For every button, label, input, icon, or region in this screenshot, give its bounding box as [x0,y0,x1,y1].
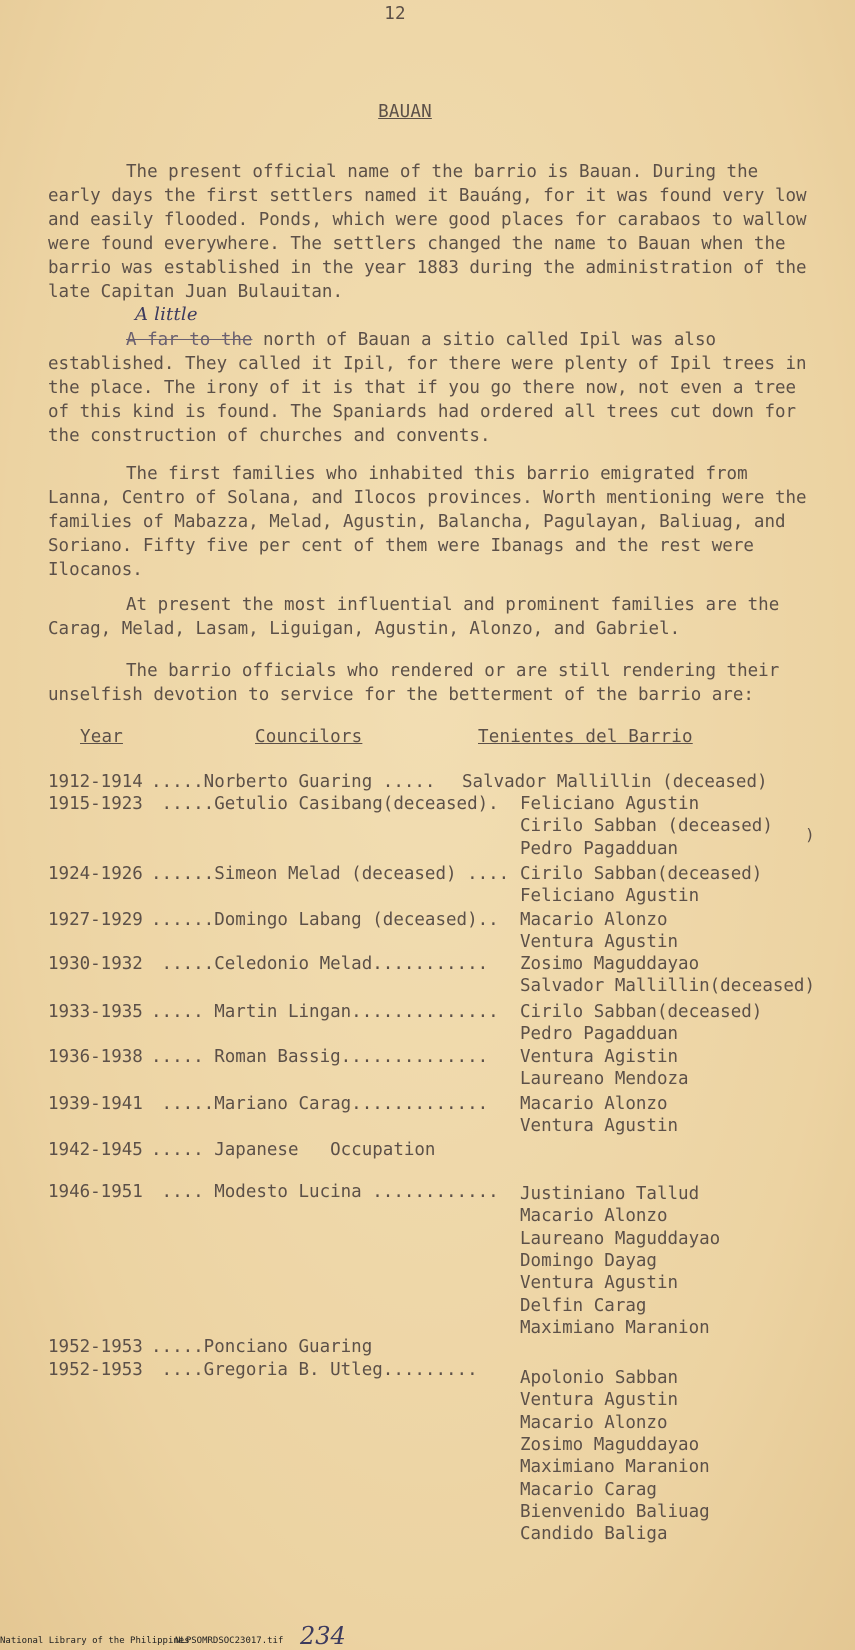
table-teniente: Macario Alonzo [520,1094,668,1114]
paragraph-3: The first families who inhabited this barrio emigrated from Lanna, Centro of Solana, and Ilocos provinces. Worth mentioning were the families of Mabazza, Melad, Agustin, Balancha, Pagulayan, Baliuag, and Soriano. Fifty five per cent of them were Ibanags and the rest were Ilocanos. [48,464,807,580]
table-year: 1915-1923 [48,794,143,814]
table-teniente: Zosimo Maguddayao [520,954,700,974]
table-councilor: ......Domingo Labang (deceased).. [151,910,499,930]
handwritten-mark: ) [805,825,815,844]
struck-text: A far to the [126,330,253,350]
table-councilor: ......Simeon Melad (deceased) .... [151,864,510,884]
header-tenientes: Tenientes del Barrio [478,727,693,747]
table-teniente: Justiniano Tallud [520,1184,700,1204]
table-teniente: Feliciano Agustin [520,886,700,907]
table-teniente: Ventura Agustin [520,1390,679,1411]
table-teniente: Cirilo Sabban(deceased) [520,1002,763,1022]
table-year: 1933-1935 [48,1002,143,1022]
handwritten-insert: A little [135,304,198,325]
table-teniente: Ventura Agustin [520,1116,679,1137]
table-councilor: .....Getulio Casibang(deceased). [151,794,499,814]
table-teniente: Salvador Mallillin(deceased) [520,976,816,997]
paragraph-2-text: north of Bauan a sitio called Ipil was also established. They called it Ipil, for there were plenty of Ipil trees in the place. The irony of it is that if you go there now, not even a tree of this kind is found. The Spaniards had ordered all trees cut down for the construction of churches and convents. [48,330,807,446]
table-councilor: .....Ponciano Guaring [151,1337,373,1357]
table-year: 1927-1929 [48,910,143,930]
table-teniente: Macario Carag [520,1479,657,1500]
table-teniente: Laureano Mendoza [520,1069,689,1090]
page-number: 12 [384,4,406,24]
footer-file: NLPSOMRDSOC23017.tif [175,1636,284,1646]
table-teniente: Pedro Pagadduan [520,1024,679,1045]
table-teniente: Candido Baliga [520,1524,668,1545]
table-year: 1946-1951 [48,1182,143,1202]
table-teniente: Pedro Pagadduan [520,838,679,859]
table-teniente: Ventura Agistin [520,1047,679,1067]
table-teniente: Maximiano Maranion [520,1317,710,1338]
table-teniente: Macario Alonzo [520,910,668,930]
table-teniente: Cirilo Sabban(deceased) [520,864,763,884]
paragraph-2 [48,328,808,448]
table-councilor: .... Modesto Lucina ............ [151,1182,499,1202]
footer-library: National Library of the Philippines [0,1636,190,1646]
table-teniente: Zosimo Maguddayao [520,1434,700,1455]
table-teniente: Laureano Maguddayao [520,1228,721,1249]
table-year: 1939-1941 [48,1094,143,1114]
table-teniente: Macario Alonzo [520,1206,668,1227]
table-councilor: ..... Roman Bassig.............. [151,1047,489,1067]
table-councilor: ..... Japanese Occupation [151,1140,436,1160]
header-year: Year [80,727,123,747]
header-councilors: Councilors [255,727,363,747]
table-teniente: Feliciano Agustin [520,794,700,814]
page-stamp: 234 [300,1622,346,1650]
table-year: 1942-1945 [48,1140,143,1160]
table-councilor: ....Gregoria B. Utleg......... [151,1360,478,1380]
table-teniente: Cirilo Sabban (deceased) [520,816,773,837]
table-councilor: ..... Martin Lingan.............. [151,1002,499,1022]
table-year: 1930-1932 [48,954,143,974]
table-teniente: Macario Alonzo [520,1412,668,1433]
paragraph-5: The barrio officials who rendered or are still rendering their unselfish devotion to service for the betterment of the barrio are: [48,661,780,705]
paragraph-1: The present official name of the barrio is Bauan. During the early days the first settlers named it Bauáng, for it was found very low and easily flooded. Ponds, which were good places for carabaos to wallow were found everywhere. The settlers changed the name to Bauan when the barrio was established in the year 1883 during the administration of the late Capitan Juan Bulauitan. [48,162,807,302]
table-councilor: .....Celedonio Melad........... [151,954,489,974]
table-year: 1912-1914 [48,772,143,792]
table-councilor: .....Norberto Guaring ..... [151,772,436,792]
table-year: 1924-1926 [48,864,143,884]
table-year: 1952-1953 [48,1337,143,1357]
table-teniente: Domingo Dayag [520,1250,657,1271]
table-teniente: Apolonio Sabban [520,1368,679,1388]
table-teniente: Bienvenido Baliuag [520,1501,710,1522]
page-title: BAUAN [378,102,432,122]
table-teniente: Ventura Agustin [520,1273,679,1294]
table-teniente: Salvador Mallillin (deceased) [462,772,768,792]
table-councilor: .....Mariano Carag............. [151,1094,489,1114]
table-year: 1952-1953 [48,1360,143,1380]
table-teniente: Delfin Carag [520,1295,647,1316]
table-year: 1936-1938 [48,1047,143,1067]
table-teniente: Maximiano Maranion [520,1457,710,1478]
paragraph-4: At present the most influential and prominent families are the Carag, Melad, Lasam, Liguigan, Agustin, Alonzo, and Gabriel. [48,595,780,639]
table-teniente: Ventura Agustin [520,932,679,953]
